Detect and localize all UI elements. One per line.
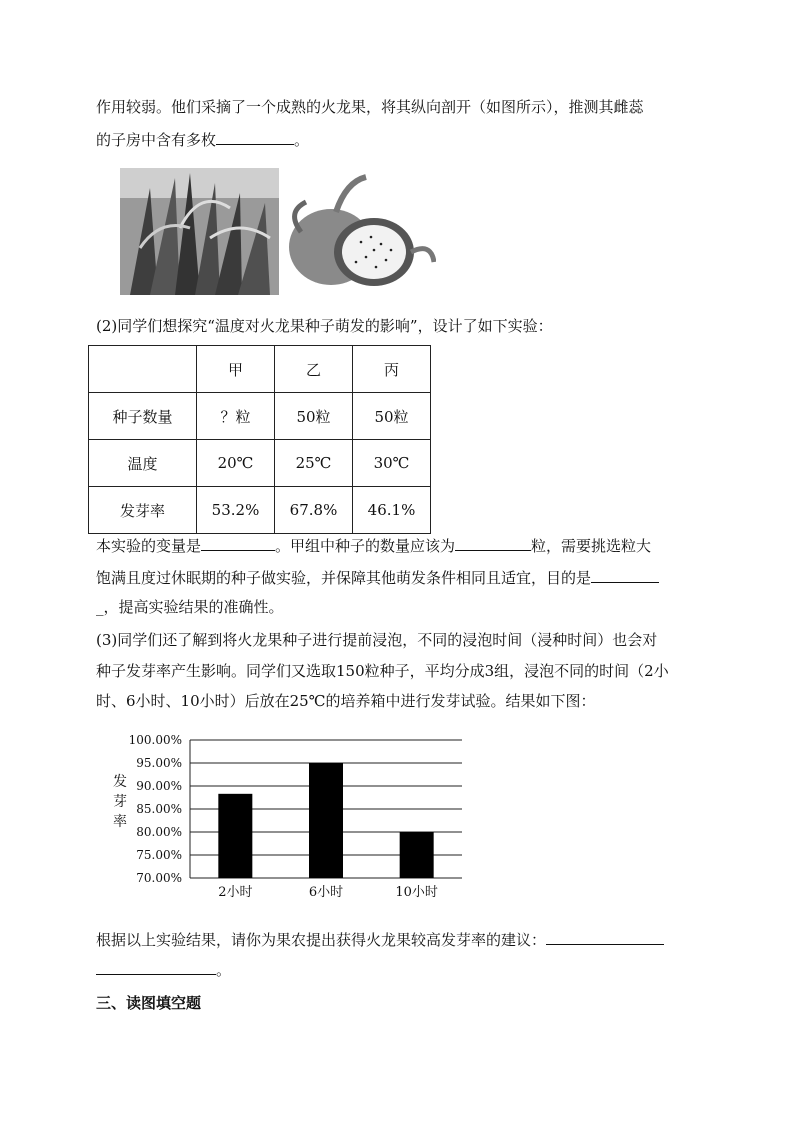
dragon-fruit-photos (120, 168, 440, 296)
chart-x-tick-label: 6小时 (308, 885, 344, 900)
chart-y-axis-label (113, 774, 127, 830)
chart-bar (218, 794, 252, 878)
suggestion-line-1 (96, 928, 664, 951)
chart-y-tick-label: 70.00% (136, 871, 182, 885)
suggestion-end: 。 (216, 961, 232, 979)
text-line-3-c: 粒，需要挑选粒大 (531, 537, 652, 555)
chart-y-tick-label: 90.00% (136, 779, 182, 793)
chart-y-tick-label: 100.00% (128, 733, 182, 747)
dragon-fruit-cut-photo (286, 172, 436, 290)
experiment-table (88, 345, 431, 534)
table-cell: 发芽率 (89, 487, 197, 534)
chart-y-tick-label: 75.00% (136, 848, 182, 862)
answer-blank-ovules[interactable] (216, 128, 294, 145)
question-3-line-3: 时、6小时、10小时）后放在25℃的培养箱中进行发芽试验。结果如下图： (96, 692, 596, 710)
text-line-5 (96, 596, 284, 618)
chart-bar (309, 763, 343, 878)
chart-y-axis-label-char: 芽 (113, 794, 127, 810)
question-2-intro: (2)同学们想探究“温度对火龙果种子萌发的影响”，设计了如下实验： (96, 317, 553, 335)
answer-blank-purpose[interactable] (591, 566, 659, 583)
text-line-2-b: 。 (294, 131, 310, 149)
chart-x-ticks (218, 885, 438, 900)
section-3-heading: 三、读图填空题 (96, 994, 202, 1012)
table-cell: 25℃ (275, 440, 353, 487)
text-line-3-a: 本实验的变量是 (96, 537, 202, 555)
dragon-fruit-plant-photo (120, 168, 279, 295)
answer-blank-variable[interactable] (201, 534, 275, 551)
suggestion-text: 根据以上实验结果，请你为果农提出获得火龙果较高发芽率的建议： (96, 931, 547, 949)
suggestion-line-2 (96, 958, 231, 981)
question-3-line-1: (3)同学们还了解到将火龙果种子进行提前浸泡，不同的浸泡时间（浸种时间）也会对 (96, 631, 658, 649)
table-header-cell: 乙 (275, 346, 353, 393)
table-cell: 53.2% (197, 487, 275, 534)
text-line-2 (96, 128, 309, 151)
table-cell: ？粒 (197, 393, 275, 440)
table-header-cell (89, 346, 197, 393)
text-line-1: 作用较弱。他们采摘了一个成熟的火龙果，将其纵向剖开（如图所示），推测其雌蕊 (96, 98, 644, 116)
table-row (89, 440, 431, 487)
table-cell: 50粒 (275, 393, 353, 440)
table-cell: 46.1% (353, 487, 431, 534)
text-line-4 (96, 566, 659, 589)
answer-blank-suggestion-1[interactable] (546, 928, 664, 945)
germination-bar-chart (100, 728, 480, 903)
text-line-2-a: 的子房中含有多枚 (96, 131, 217, 149)
chart-y-axis-label-char: 发 (113, 774, 127, 790)
table-cell: 50粒 (353, 393, 431, 440)
chart-y-tick-label: 85.00% (136, 802, 182, 816)
table-cell: 温度 (89, 440, 197, 487)
answer-blank-seed-count[interactable] (455, 534, 531, 551)
table-header-cell: 丙 (353, 346, 431, 393)
table-cell: 20℃ (197, 440, 275, 487)
chart-y-ticks (129, 733, 182, 885)
chart-y-axis-label-char: 率 (113, 814, 127, 830)
question-3-line-2: 种子发芽率产生影响。同学们又选取150粒种子，平均分成3组，浸泡不同的时间（2小 (96, 662, 669, 680)
chart-bars (218, 763, 433, 878)
chart-y-tick-label: 95.00% (136, 756, 182, 770)
text-line-3-b: 。甲组中种子的数量应该为 (275, 537, 456, 555)
chart-x-tick-label: 2小时 (218, 885, 253, 900)
table-cell: 67.8% (275, 487, 353, 534)
table-header-cell: 甲 (197, 346, 275, 393)
table-row (89, 487, 431, 534)
chart-y-tick-label: 80.00% (136, 825, 182, 839)
text-line-5-b: ，提高实验结果的准确性。 (103, 598, 284, 616)
chart-bar (400, 832, 434, 878)
table-header-row (89, 346, 431, 393)
text-line-4-a: 饱满且度过休眠期的种子做实验，并保障其他萌发条件相同且适宜，目的是 (96, 569, 592, 587)
table-cell: 30℃ (353, 440, 431, 487)
answer-blank-suggestion-2[interactable] (96, 958, 216, 975)
text-line-5-a: _ (96, 598, 104, 616)
chart-x-tick-label: 10小时 (395, 885, 438, 900)
table-cell: 种子数量 (89, 393, 197, 440)
table-row (89, 393, 431, 440)
text-line-3 (96, 534, 651, 557)
